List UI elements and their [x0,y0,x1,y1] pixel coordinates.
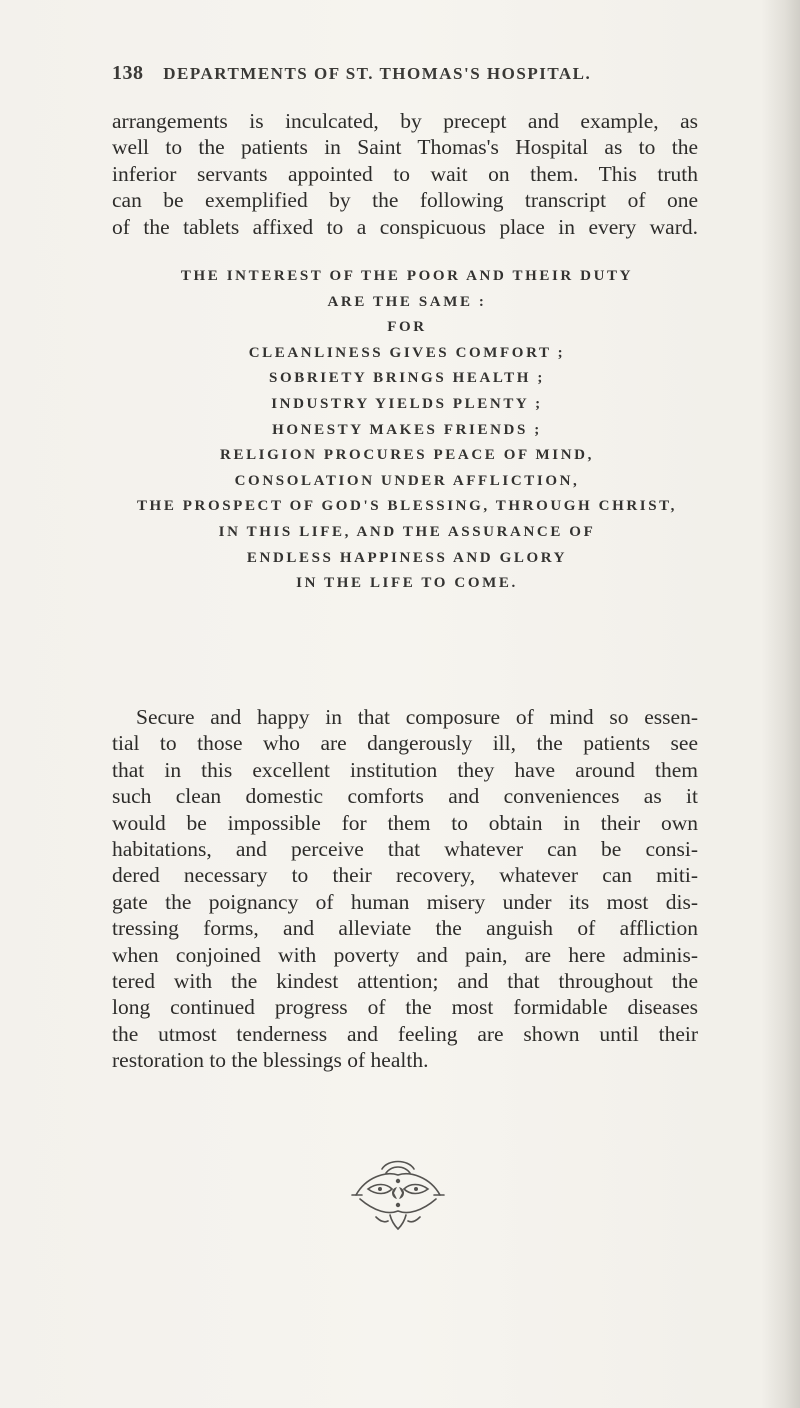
tablet-line: ARE THE SAME : [327,293,487,310]
page-edge-shadow [762,0,800,1408]
ward-tablet-transcript [112,264,702,597]
page-number: 138 [112,62,144,84]
paragraph-2-line: Secure and happy in that composure of mind so essen- [136,705,698,729]
paragraph-1 [112,108,698,240]
paragraph-1-line: well to the patients in Saint Thomas's Hospital as to the [112,135,698,160]
paragraph-2-line: dered necessary to their recovery, whatever can miti- [112,863,698,888]
paragraph-2-line: the utmost tenderness and feeling are shown until their [112,1021,698,1046]
paragraph-1-line: of the tablets affixed to a conspicuous place in every ward. [112,214,698,239]
paragraph-2-line: would be impossible for them to obtain in their own [112,810,698,835]
tablet-line: THE PROSPECT OF GOD'S BLESSING, THROUGH CHRIST, [136,498,678,515]
tailpiece-ornament-icon [346,1155,450,1233]
tablet-line: IN THE LIFE TO COME. [296,575,518,592]
paragraph-1-line: inferior servants appointed to wait on them. This truth [112,161,698,186]
paragraph-2-line: such clean domestic comforts and conveniences as it [112,784,698,809]
paragraph-2-line: long continued progress of the most formidable diseases [112,995,698,1020]
running-head [112,62,702,88]
paragraph-1-line: arrangements is inculcated, by precept and example, as [112,109,698,133]
paragraph-2-line: that in this excellent institution they have around them [112,757,698,782]
paragraph-2-line: tial to those who are dangerously ill, the patients see [112,731,698,756]
paragraph-1-line: can be exemplified by the following transcript of one [112,188,698,213]
tablet-line: HONESTY MAKES FRIENDS ; [272,421,542,438]
paragraph-2-line: gate the poignancy of human misery under its most dis- [112,889,698,914]
paragraph-2-line: tressing forms, and alleviate the anguish of affliction [112,916,698,941]
tablet-line: CONSOLATION UNDER AFFLICTION, [234,472,580,489]
tablet-line: INDUSTRY YIELDS PLENTY ; [271,395,543,412]
paragraph-2-line: habitations, and perceive that whatever can be consi- [112,836,698,861]
paragraph-2-line: tered with the kindest attention; and that throughout the [112,968,698,993]
paragraph-2 [112,704,698,1073]
paragraph-2-line: restoration to the blessings of health. [112,1048,429,1073]
running-head-title: DEPARTMENTS OF ST. THOMAS'S HOSPITAL. [163,64,592,83]
tablet-line: IN THIS LIFE, AND THE ASSURANCE OF [218,523,596,540]
tablet-line: THE INTEREST OF THE POOR AND THEIR DUTY [180,268,634,284]
tablet-line: SOBRIETY BRINGS HEALTH ; [269,370,545,387]
tablet-line: CLEANLINESS GIVES COMFORT ; [248,344,566,361]
tablet-line: RELIGION PROCURES PEACE OF MIND, [220,447,594,464]
paragraph-2-line: when conjoined with poverty and pain, are here adminis- [112,942,698,967]
tablet-line: FOR [387,319,427,336]
tablet-line: ENDLESS HAPPINESS AND GLORY [246,549,568,566]
